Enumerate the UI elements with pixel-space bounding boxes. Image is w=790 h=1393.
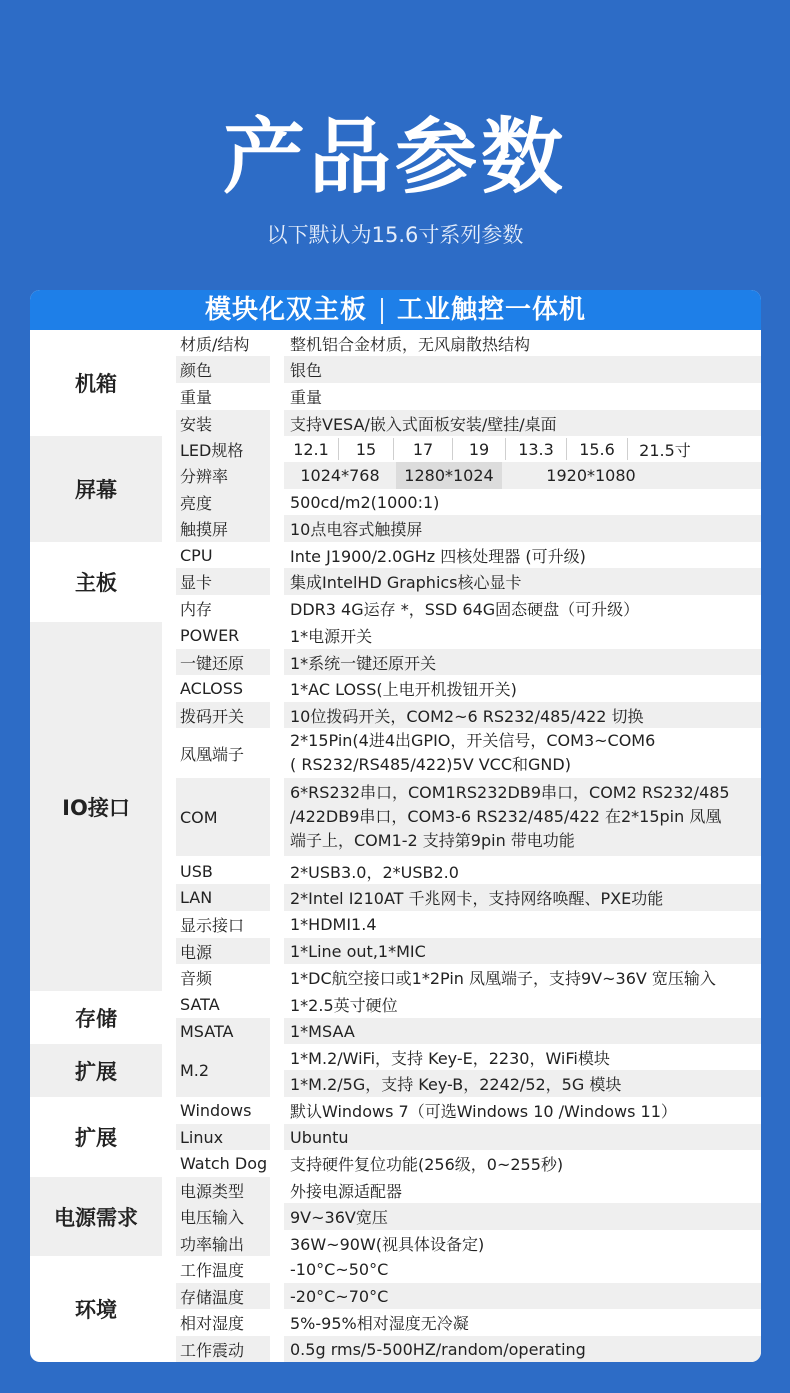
value-line: 2*15Pin(4进4出GPIO，开关信号，COM3~COM6 xyxy=(290,731,656,750)
value-dip-switch: 10位拨码开关，COM2~6 RS232/485/422 切换 xyxy=(284,702,761,728)
header-divider xyxy=(381,298,383,324)
value-usb: 2*USB3.0，2*USB2.0 xyxy=(290,862,459,882)
category-board: 主板 xyxy=(75,571,117,595)
value-brightness: 500cd/m2(1000:1) xyxy=(290,492,440,512)
label-usb: USB xyxy=(180,861,213,881)
value-resolution xyxy=(284,462,761,489)
label-gpu: 显卡 xyxy=(176,568,270,595)
resolution-option: 1920*1080 xyxy=(546,466,636,485)
label-display: 显示接口 xyxy=(180,916,245,935)
value-m2-wifi: 1*M.2/WiFi，支持 Key-E，2230，WiFi模块 xyxy=(290,1048,610,1068)
value-msata: 1*MSAA xyxy=(284,1018,761,1044)
label-voltage: 电压输入 xyxy=(176,1203,270,1230)
value-m2-5g: 1*M.2/5G，支持 Key-B，2242/52，5G 模块 xyxy=(284,1070,761,1097)
value-lan: 2*Intel I210AT 千兆网卡，支持网络唤醒、PXE功能 xyxy=(284,884,761,911)
label-weight: 重量 xyxy=(180,388,213,407)
value-line: 端子上，COM1-2 支持第9pin 带电功能 xyxy=(290,831,575,850)
label-msata: MSATA xyxy=(176,1018,270,1044)
value-audio: 1*DC航空接口或1*2Pin 凤凰端子，支持9V~36V 宽压输入 xyxy=(290,969,716,988)
label-led: LED规格 xyxy=(176,436,270,462)
value-vibration: 0.5g rms/5-500HZ/random/operating xyxy=(284,1336,761,1362)
value-line: ( RS232/RS485/422)5V VCC和GND) xyxy=(290,755,571,774)
value-windows: 默认Windows 7（可选Windows 10 /Windows 11） xyxy=(290,1102,677,1121)
led-size: 15.6 xyxy=(579,439,615,459)
led-size: 19 xyxy=(468,439,490,459)
value-weight: 重量 xyxy=(290,388,323,407)
value-com xyxy=(284,778,761,856)
value-humidity: 5%-95%相对湿度无冷凝 xyxy=(290,1314,469,1333)
label-psu: 电源 xyxy=(176,938,270,964)
label-acloss: ACLOSS xyxy=(180,679,244,698)
label-wattage: 功率输出 xyxy=(176,1230,270,1256)
led-size: 12.1 xyxy=(293,439,329,459)
label-resolution: 分辨率 xyxy=(176,462,270,489)
label-vibration: 工作震动 xyxy=(176,1336,270,1362)
value-power-button: 1*电源开关 xyxy=(290,627,373,646)
category-expand-os: 扩展 xyxy=(75,1126,117,1150)
resolution-option: 1024*768 xyxy=(300,466,380,485)
category-power: 电源需求 xyxy=(30,1177,162,1256)
resolution-option: 1280*1024 xyxy=(396,462,502,489)
value-memory: DDR3 4G运存 *，SSD 64G固态硬盘（可升级） xyxy=(290,600,640,619)
value-led-sizes xyxy=(284,436,761,462)
value-linux: Ubuntu xyxy=(284,1124,761,1150)
label-com: COM xyxy=(176,778,270,856)
category-env: 环境 xyxy=(75,1298,117,1322)
page-subtitle: 以下默认为15.6寸系列参数 xyxy=(266,223,524,247)
category-expand: 扩展 xyxy=(30,1044,162,1097)
spec-card xyxy=(30,290,761,1362)
category-screen: 屏幕 xyxy=(30,436,162,542)
label-m2: M.2 xyxy=(176,1044,270,1097)
label-dip-switch: 拨码开关 xyxy=(176,702,270,728)
label-power-type: 电源类型 xyxy=(176,1177,270,1203)
label-st-temp: 存储温度 xyxy=(176,1283,270,1309)
page-title: 产品参数 xyxy=(222,110,567,205)
value-wattage: 36W~90W(视具体设备定) xyxy=(290,1234,485,1254)
led-size: 21.5寸 xyxy=(639,440,691,460)
label-humidity: 相对湿度 xyxy=(180,1314,245,1333)
label-restore: 一键还原 xyxy=(176,649,270,675)
value-st-temp: -20°C~70°C xyxy=(284,1283,761,1309)
label-watchdog: Watch Dog xyxy=(180,1154,268,1173)
label-touch: 触摸屏 xyxy=(176,515,270,542)
value-phoenix xyxy=(284,728,761,778)
category-storage: 存储 xyxy=(75,1006,117,1031)
value-sata: 1*2.5英寸硬位 xyxy=(290,996,398,1015)
value-touch: 10点电容式触摸屏 xyxy=(284,515,761,542)
label-brightness: 亮度 xyxy=(176,489,270,515)
label-memory: 内存 xyxy=(180,600,213,619)
value-watchdog: 支持硬件复位功能(256级，0~255秒) xyxy=(290,1155,564,1174)
value-voltage: 9V~36V宽压 xyxy=(284,1203,761,1230)
label-phoenix: 凤凰端子 xyxy=(180,744,245,764)
label-color: 颜色 xyxy=(176,356,270,383)
value-gpu: 集成IntelHD Graphics核心显卡 xyxy=(284,568,761,595)
value-restore: 1*系统一键还原开关 xyxy=(284,649,761,675)
label-lan: LAN xyxy=(176,884,270,911)
label-install: 安装 xyxy=(176,410,270,436)
label-audio: 音频 xyxy=(180,969,213,988)
header-left: 模块化双主板 xyxy=(204,295,367,325)
label-cpu: CPU xyxy=(180,545,213,565)
value-power-type: 外接电源适配器 xyxy=(290,1181,403,1201)
header-right: 工业触控一体机 xyxy=(397,295,587,325)
label-sata: SATA xyxy=(180,995,220,1014)
spec-table xyxy=(30,330,761,1362)
category-io: IO接口 xyxy=(30,622,162,991)
label-power-button: POWER xyxy=(180,626,240,645)
value-material: 整机铝合金材质，无风扇散热结构 xyxy=(290,334,531,354)
label-windows: Windows xyxy=(180,1101,252,1120)
category-case: 机箱 xyxy=(75,372,117,396)
led-size: 17 xyxy=(412,439,434,459)
value-install: 支持VESA/嵌入式面板安装/壁挂/桌面 xyxy=(284,410,761,436)
label-material: 材质/结构 xyxy=(180,334,250,354)
value-psu: 1*Line out,1*MIC xyxy=(284,938,761,964)
value-cpu: Inte J1900/2.0GHz 四核处理器 (可升级) xyxy=(290,546,586,566)
value-op-temp: -10°C~50°C xyxy=(290,1260,389,1279)
card-header xyxy=(30,290,761,330)
label-op-temp: 工作温度 xyxy=(180,1261,245,1280)
value-line: /422DB9串口，COM3-6 RS232/485/422 在2*15pin 凤凰 xyxy=(290,807,722,826)
value-line: 6*RS232串口，COM1RS232DB9串口，COM2 RS232/485 xyxy=(290,783,730,802)
led-size: 15 xyxy=(355,439,377,459)
value-acloss: 1*AC LOSS(上电开机拨钮开关) xyxy=(290,680,517,699)
led-size: 13.3 xyxy=(518,439,554,459)
value-display: 1*HDMI1.4 xyxy=(290,915,377,934)
label-linux: Linux xyxy=(176,1124,270,1150)
value-color: 银色 xyxy=(284,356,761,383)
